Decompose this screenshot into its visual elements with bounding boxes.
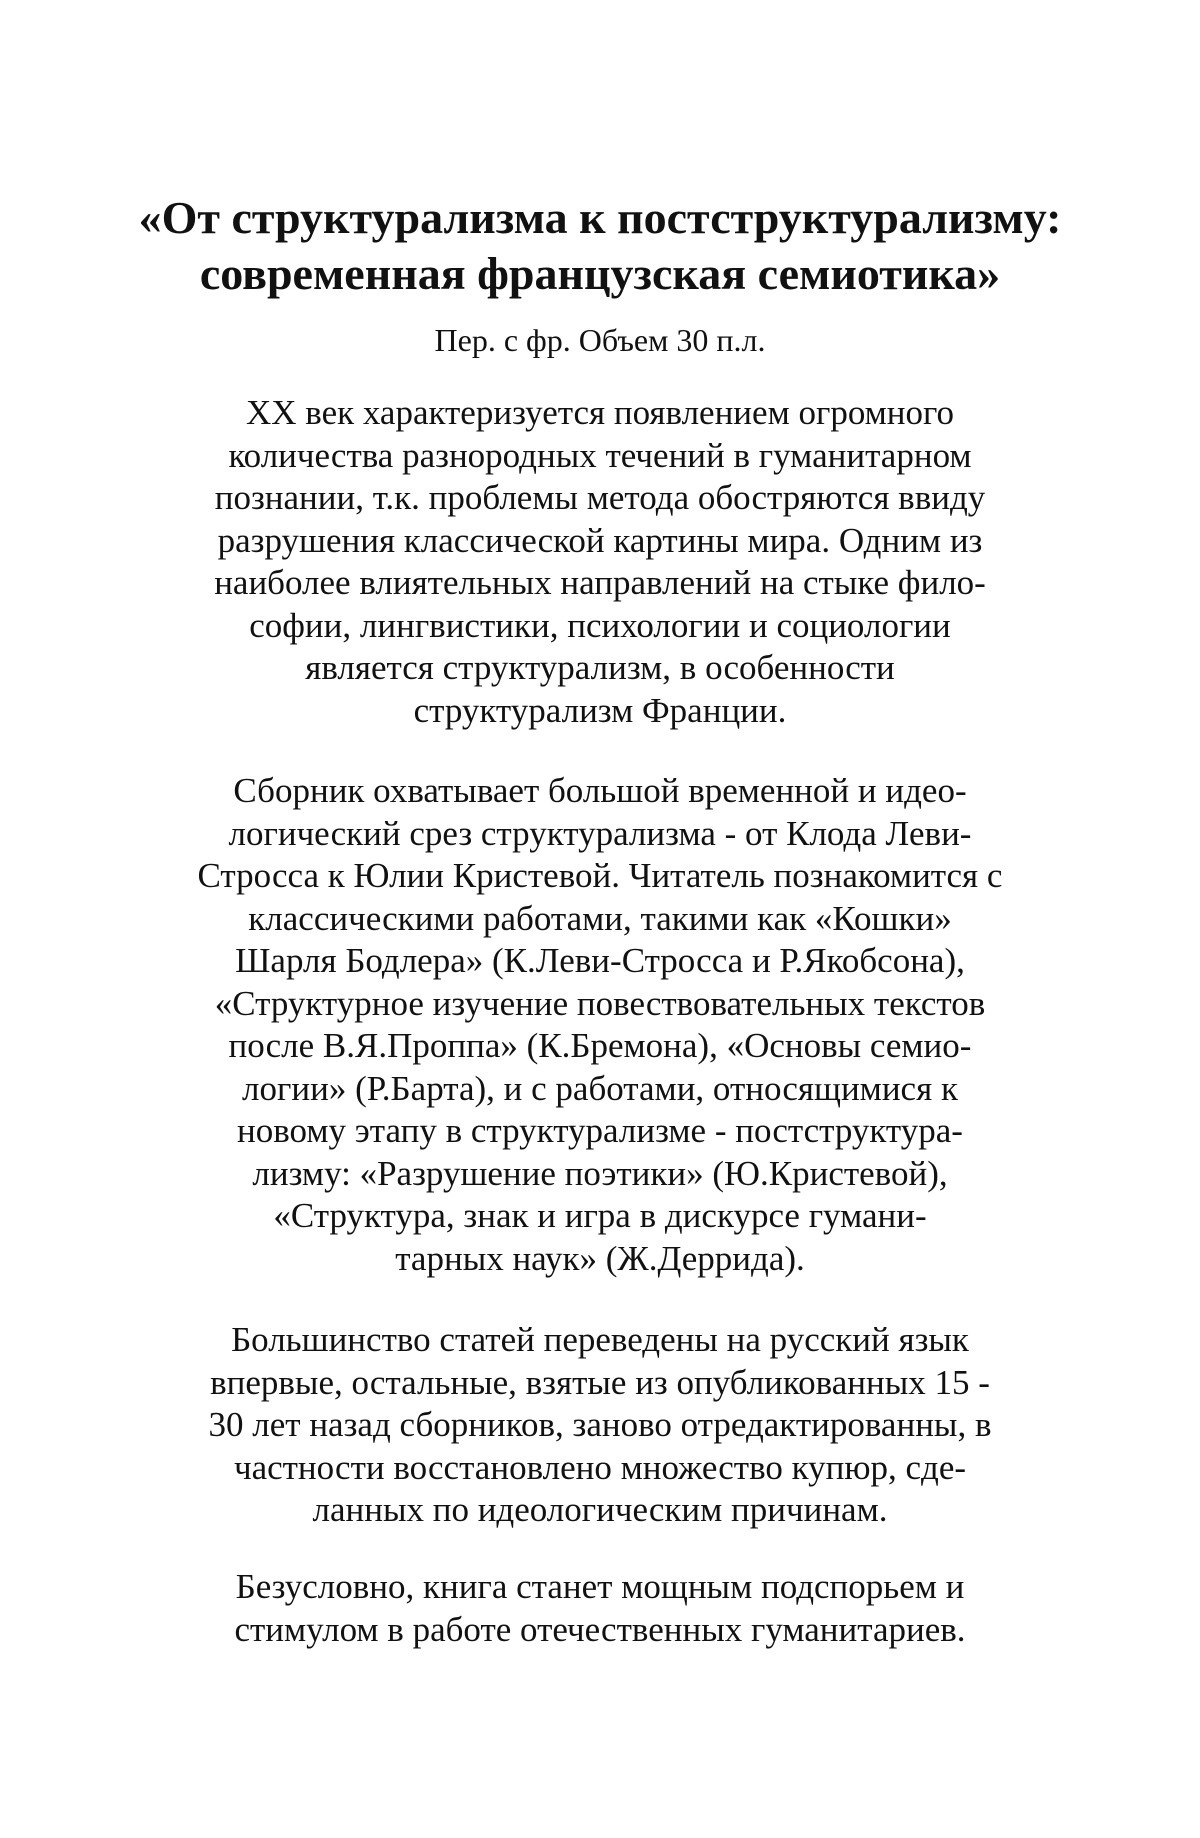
paragraph-line: является структурализм, в особенности	[305, 648, 895, 687]
paragraph-contents	[90, 770, 1110, 1280]
paragraph-line: софии, лингвистики, психологии и социологии	[249, 605, 951, 645]
paragraph-line: разрушения классической картины мира. Одним из	[217, 520, 983, 560]
paragraph-line: тарных наук» (Ж.Деррида).	[395, 1238, 805, 1278]
paragraph-line: Сборник охватывает большой временной и идео-	[233, 771, 967, 810]
title-line-1: «От структурализма к постструктурализму:	[138, 192, 1062, 243]
paragraph-line: познании, т.к. проблемы метода обостряются ввиду	[214, 478, 986, 517]
paragraph-line: XX век характеризуется появлением огромного	[245, 393, 955, 432]
paragraph-line: логии» (Р.Барта), и с работами, относящимися к	[242, 1068, 958, 1108]
paragraph-line: Стросса к Юлии Кристевой. Читатель познакомится с	[197, 856, 1003, 895]
paragraph-line: частности восстановлено множество купюр, сде-	[233, 1447, 967, 1487]
paragraph-line: классическими работами, такими как «Кошки»	[248, 898, 952, 938]
paragraph-line: ланных по идеологическим причинам.	[312, 1490, 888, 1529]
paragraph-line: логический срез структурализма - от Клода Леви-	[228, 813, 972, 853]
paragraph-line: наиболее влиятельных направлений на стыке фило-	[214, 563, 986, 602]
paragraph-intro	[90, 392, 1110, 732]
paragraph-line: 30 лет назад сборников, заново отредактированны, в	[208, 1405, 992, 1444]
paragraph-translations	[90, 1319, 1110, 1532]
paragraph-line: количества разнородных течений в гуманитарном	[228, 435, 972, 475]
paragraph-line: структурализм Франции.	[413, 690, 787, 730]
title-line-2: современная французская семиотика»	[199, 248, 1001, 299]
paragraph-line: «Структура, знак и игра в дискурсе гумани-	[273, 1196, 927, 1235]
paragraph-conclusion	[90, 1566, 1110, 1651]
paragraph-line: впервые, остальные, взятые из опубликованных 15 -	[210, 1362, 990, 1402]
paragraph-line: лизму: «Разрушение поэтики» (Ю.Кристевой),	[252, 1153, 948, 1193]
paragraph-line: после В.Я.Проппа» (К.Бремона), «Основы семио-	[228, 1026, 972, 1065]
paragraph-line: Безусловно, книга станет мощным подспорьем и	[235, 1567, 965, 1606]
paragraph-line: Большинство статей переведены на русский язык	[231, 1320, 969, 1359]
paragraph-line: стимулом в работе отечественных гуманитариев.	[234, 1609, 966, 1649]
paragraph-line: новому этапу в структурализме - постструктура-	[237, 1111, 963, 1150]
paragraph-line: Шарля Бодлера» (К.Леви-Стросса и Р.Якобсона),	[235, 941, 965, 980]
paragraph-line: «Структурное изучение повествовательных текстов	[214, 983, 986, 1023]
translation-volume-note: Пер. с фр. Объем 30 п.л.	[434, 322, 766, 358]
